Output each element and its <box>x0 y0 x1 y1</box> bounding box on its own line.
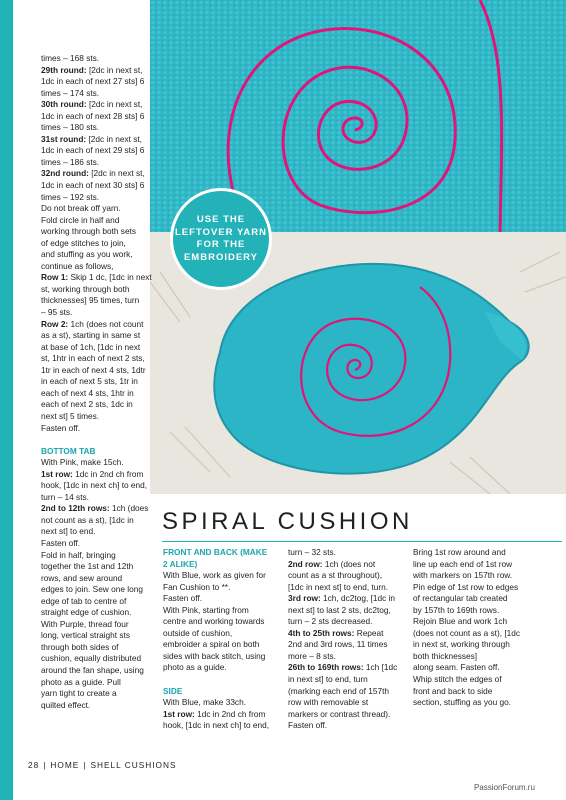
text-line: centre and working towards <box>163 616 265 627</box>
text-line <box>41 168 153 180</box>
text-line: With Blue, make 33ch. <box>163 697 247 708</box>
text-span: 1dc in 2nd ch from <box>194 708 266 719</box>
spacer <box>163 674 283 686</box>
page-footer <box>28 760 177 770</box>
text-line: Fasten off. <box>41 537 81 548</box>
text-span: Repeat <box>354 627 384 638</box>
text-line: hook, [1dc in next ch] to end, <box>41 480 148 491</box>
text-line <box>288 662 408 674</box>
text-line: through both sides of <box>41 641 119 652</box>
text-line: times – 174 sts. <box>41 87 100 98</box>
text-line: around the fan shape, using <box>41 664 144 675</box>
round-label: 32nd round: <box>41 168 89 179</box>
text-span: 1dc in 2nd ch from <box>72 468 144 479</box>
text-span: 1ch, dc2tog, [1dc in <box>320 593 395 604</box>
text-line: count as a st throughout), <box>288 570 383 581</box>
text-line: st, 1htr in each of next 2 sts, <box>41 353 145 364</box>
text-line: Rejoin Blue and work 1ch <box>413 616 508 627</box>
tip-badge <box>170 188 272 290</box>
separator: | <box>83 760 87 770</box>
text-line <box>288 593 408 605</box>
text-line: in next st, working through <box>413 639 510 650</box>
text-line: of edge stitches to join, <box>41 237 126 248</box>
text-line: in each of next 5 sts, 1tr in <box>41 376 138 387</box>
text-line: both thicknesses] <box>413 650 478 661</box>
text-span: [2dc in next st, <box>86 64 143 75</box>
section-heading: SIDE <box>163 685 183 696</box>
section-heading: FRONT AND BACK (MAKE <box>163 547 268 557</box>
spacer <box>41 434 153 446</box>
text-line: edge of tab to centre of <box>41 595 127 606</box>
text-line: 1dc in each of next 27 sts] 6 <box>41 76 145 87</box>
row-label: 1st row: <box>41 468 73 479</box>
text-line: embroider a spiral on both <box>163 639 260 650</box>
text-line: each of next 4 sts, 1htr in <box>41 387 134 398</box>
text-line: With Blue, work as given for <box>163 570 266 581</box>
text-line: Pin edge of 1st row to edges <box>413 581 519 592</box>
text-span: Skip 1 dc, [1dc in next <box>68 272 152 283</box>
text-line: long, vertical straight sts <box>41 630 130 641</box>
text-line <box>288 628 408 640</box>
badge-line: LEFTOVER YARN <box>174 226 267 238</box>
text-span: 1ch (does <box>109 503 149 514</box>
text-line: Whip stitch the edges of <box>413 674 502 685</box>
row-label: Row 1: <box>41 272 69 283</box>
row-label: 2nd to 12th rows: <box>41 503 110 514</box>
text-line: section, stuffing as you go. <box>413 697 512 708</box>
text-line: edges to join. Sew one long <box>41 584 143 595</box>
text-line: row with removable st <box>288 697 369 708</box>
text-line: 1dc in each of next 28 sts] 6 <box>41 110 145 121</box>
text-line: with markers on 157th row. <box>413 570 513 581</box>
text-line: together the 1st and 12th <box>41 561 134 572</box>
text-line: next st] to last 2 sts, dc2tog, <box>288 604 391 615</box>
text-line: 1tr in each of next 4 sts, 1dtr <box>41 364 146 375</box>
text-line: turn – 32 sts. <box>288 547 336 557</box>
left-column <box>41 53 153 711</box>
text-line: quilted effect. <box>41 699 91 710</box>
text-line: Fasten off. <box>288 720 328 731</box>
text-line: line up each end of 1st row <box>413 558 513 569</box>
text-line: With Pink, make 15ch. <box>41 457 124 468</box>
text-line <box>41 272 153 284</box>
text-line: and stuffing as you work, <box>41 249 133 260</box>
text-line: of rectangular tab created <box>413 593 508 604</box>
column-4 <box>413 547 543 709</box>
text-line <box>41 503 153 515</box>
text-line: With Pink, starting from <box>163 604 249 615</box>
text-line: along seam. Fasten off. <box>413 662 500 673</box>
text-line: [1dc in next st] to end, turn. <box>288 581 389 592</box>
text-line: Fasten off. <box>41 422 81 433</box>
row-label: 2nd row: <box>288 558 323 569</box>
text-line: times – 186 sts. <box>41 156 100 167</box>
text-line: in next st] to end, turn <box>288 674 368 685</box>
article-title: SPIRAL CUSHION <box>162 508 413 535</box>
text-span: 1ch (does not count <box>68 318 144 329</box>
text-line: not count as a st), [1dc in <box>41 514 134 525</box>
text-line: 1dc in each of next 30 sts] 6 <box>41 180 145 191</box>
text-line: turn – 14 sts. <box>41 491 89 502</box>
text-line: 1dc in each of next 29 sts] 6 <box>41 145 145 156</box>
text-line <box>41 319 153 331</box>
badge-line: EMBROIDERY <box>183 251 259 263</box>
text-line: photo as a guide. Pull <box>41 676 121 687</box>
text-line: Fold circle in half and <box>41 214 120 225</box>
row-label: 4th to 25th rows: <box>288 627 355 638</box>
round-label: 30th round: <box>41 99 87 110</box>
text-line: times – 180 sts. <box>41 122 100 133</box>
text-line <box>41 134 153 146</box>
round-label: 31st round: <box>41 133 87 144</box>
column-3 <box>288 547 408 732</box>
text-line: (marking each end of 157th <box>288 685 390 696</box>
page-number: 28 <box>28 760 40 770</box>
text-line: outside of cushion, <box>163 627 233 638</box>
text-line: markers or contrast thread). <box>288 708 391 719</box>
text-line: next st] 5 times. <box>41 410 100 421</box>
text-line: Fasten off. <box>163 593 203 604</box>
text-line: Fan Cushion to **. <box>163 581 231 592</box>
text-line <box>41 469 153 481</box>
text-line: turn – 2 sts decreased. <box>288 616 373 627</box>
text-line: cushion, equally distributed <box>41 653 142 664</box>
section-heading: BOTTOM TAB <box>41 445 96 456</box>
text-line: more – 8 sts. <box>288 650 336 661</box>
section-heading: 2 ALIKE) <box>163 558 198 569</box>
text-line <box>163 709 283 721</box>
text-line: thicknesses] 95 times, turn <box>41 295 140 306</box>
text-line: as a st), starting in same st <box>41 330 141 341</box>
text-line: With Purple, thread four <box>41 618 129 629</box>
accent-bar <box>0 0 13 800</box>
text-line: yarn tight to create a <box>41 688 117 699</box>
text-line <box>41 65 153 77</box>
text-line: hook, [1dc in next ch] to end, <box>163 720 270 731</box>
round-label: 29th round: <box>41 64 87 75</box>
text-span: 1ch [1dc <box>363 662 398 673</box>
text-line: photo as a guide. <box>163 662 227 673</box>
separator: | <box>43 760 47 770</box>
watermark: PassionForum.ru <box>474 783 535 792</box>
text-line: continue as follows, <box>41 260 114 271</box>
text-line: working through both sets <box>41 226 137 237</box>
text-line: sides with back stitch, using <box>163 650 266 661</box>
text-line: Do not break off yarn. <box>41 203 121 214</box>
text-line: at base of 1ch, [1dc in next <box>41 341 141 352</box>
text-span: 1ch (does not <box>322 558 376 569</box>
text-line: each of next 2 sts, 1dc in <box>41 399 133 410</box>
text-line <box>41 99 153 111</box>
text-line: straight edge of cushion. <box>41 607 132 618</box>
text-line: rows, and sew around <box>41 572 123 583</box>
text-line <box>288 559 408 571</box>
row-label: 1st row: <box>163 708 195 719</box>
text-line: st, working through both <box>41 283 130 294</box>
column-2 <box>163 547 283 732</box>
row-label: 26th to 169th rows: <box>288 662 364 673</box>
text-line: – 95 sts. <box>41 307 73 318</box>
row-label: 3rd row: <box>288 593 321 604</box>
badge-line: USE THE <box>196 214 246 225</box>
badge-line: FOR THE <box>196 239 246 250</box>
text-line: by 157th to 169th rows. <box>413 604 500 615</box>
title-divider <box>162 541 562 542</box>
text-span: [2dc in next st, <box>86 133 142 144</box>
text-line: Fold in half, bringing <box>41 549 116 560</box>
text-line: times – 168 sts. <box>41 53 100 63</box>
text-line: (does not count as a st), [1dc <box>413 627 520 638</box>
magazine-name: HOME <box>50 760 80 770</box>
text-line: 2nd and 3rd rows, 11 times <box>288 639 388 650</box>
text-line: front and back to side <box>413 685 493 696</box>
text-line: next st] to end. <box>41 526 96 537</box>
section-name: SHELL CUSHIONS <box>90 760 177 770</box>
text-line: Bring 1st row around and <box>413 547 506 557</box>
text-line: times – 192 sts. <box>41 191 100 202</box>
text-span: [2dc in next st, <box>86 99 143 110</box>
text-span: [2dc in next st, <box>88 168 145 179</box>
row-label: Row 2: <box>41 318 69 329</box>
